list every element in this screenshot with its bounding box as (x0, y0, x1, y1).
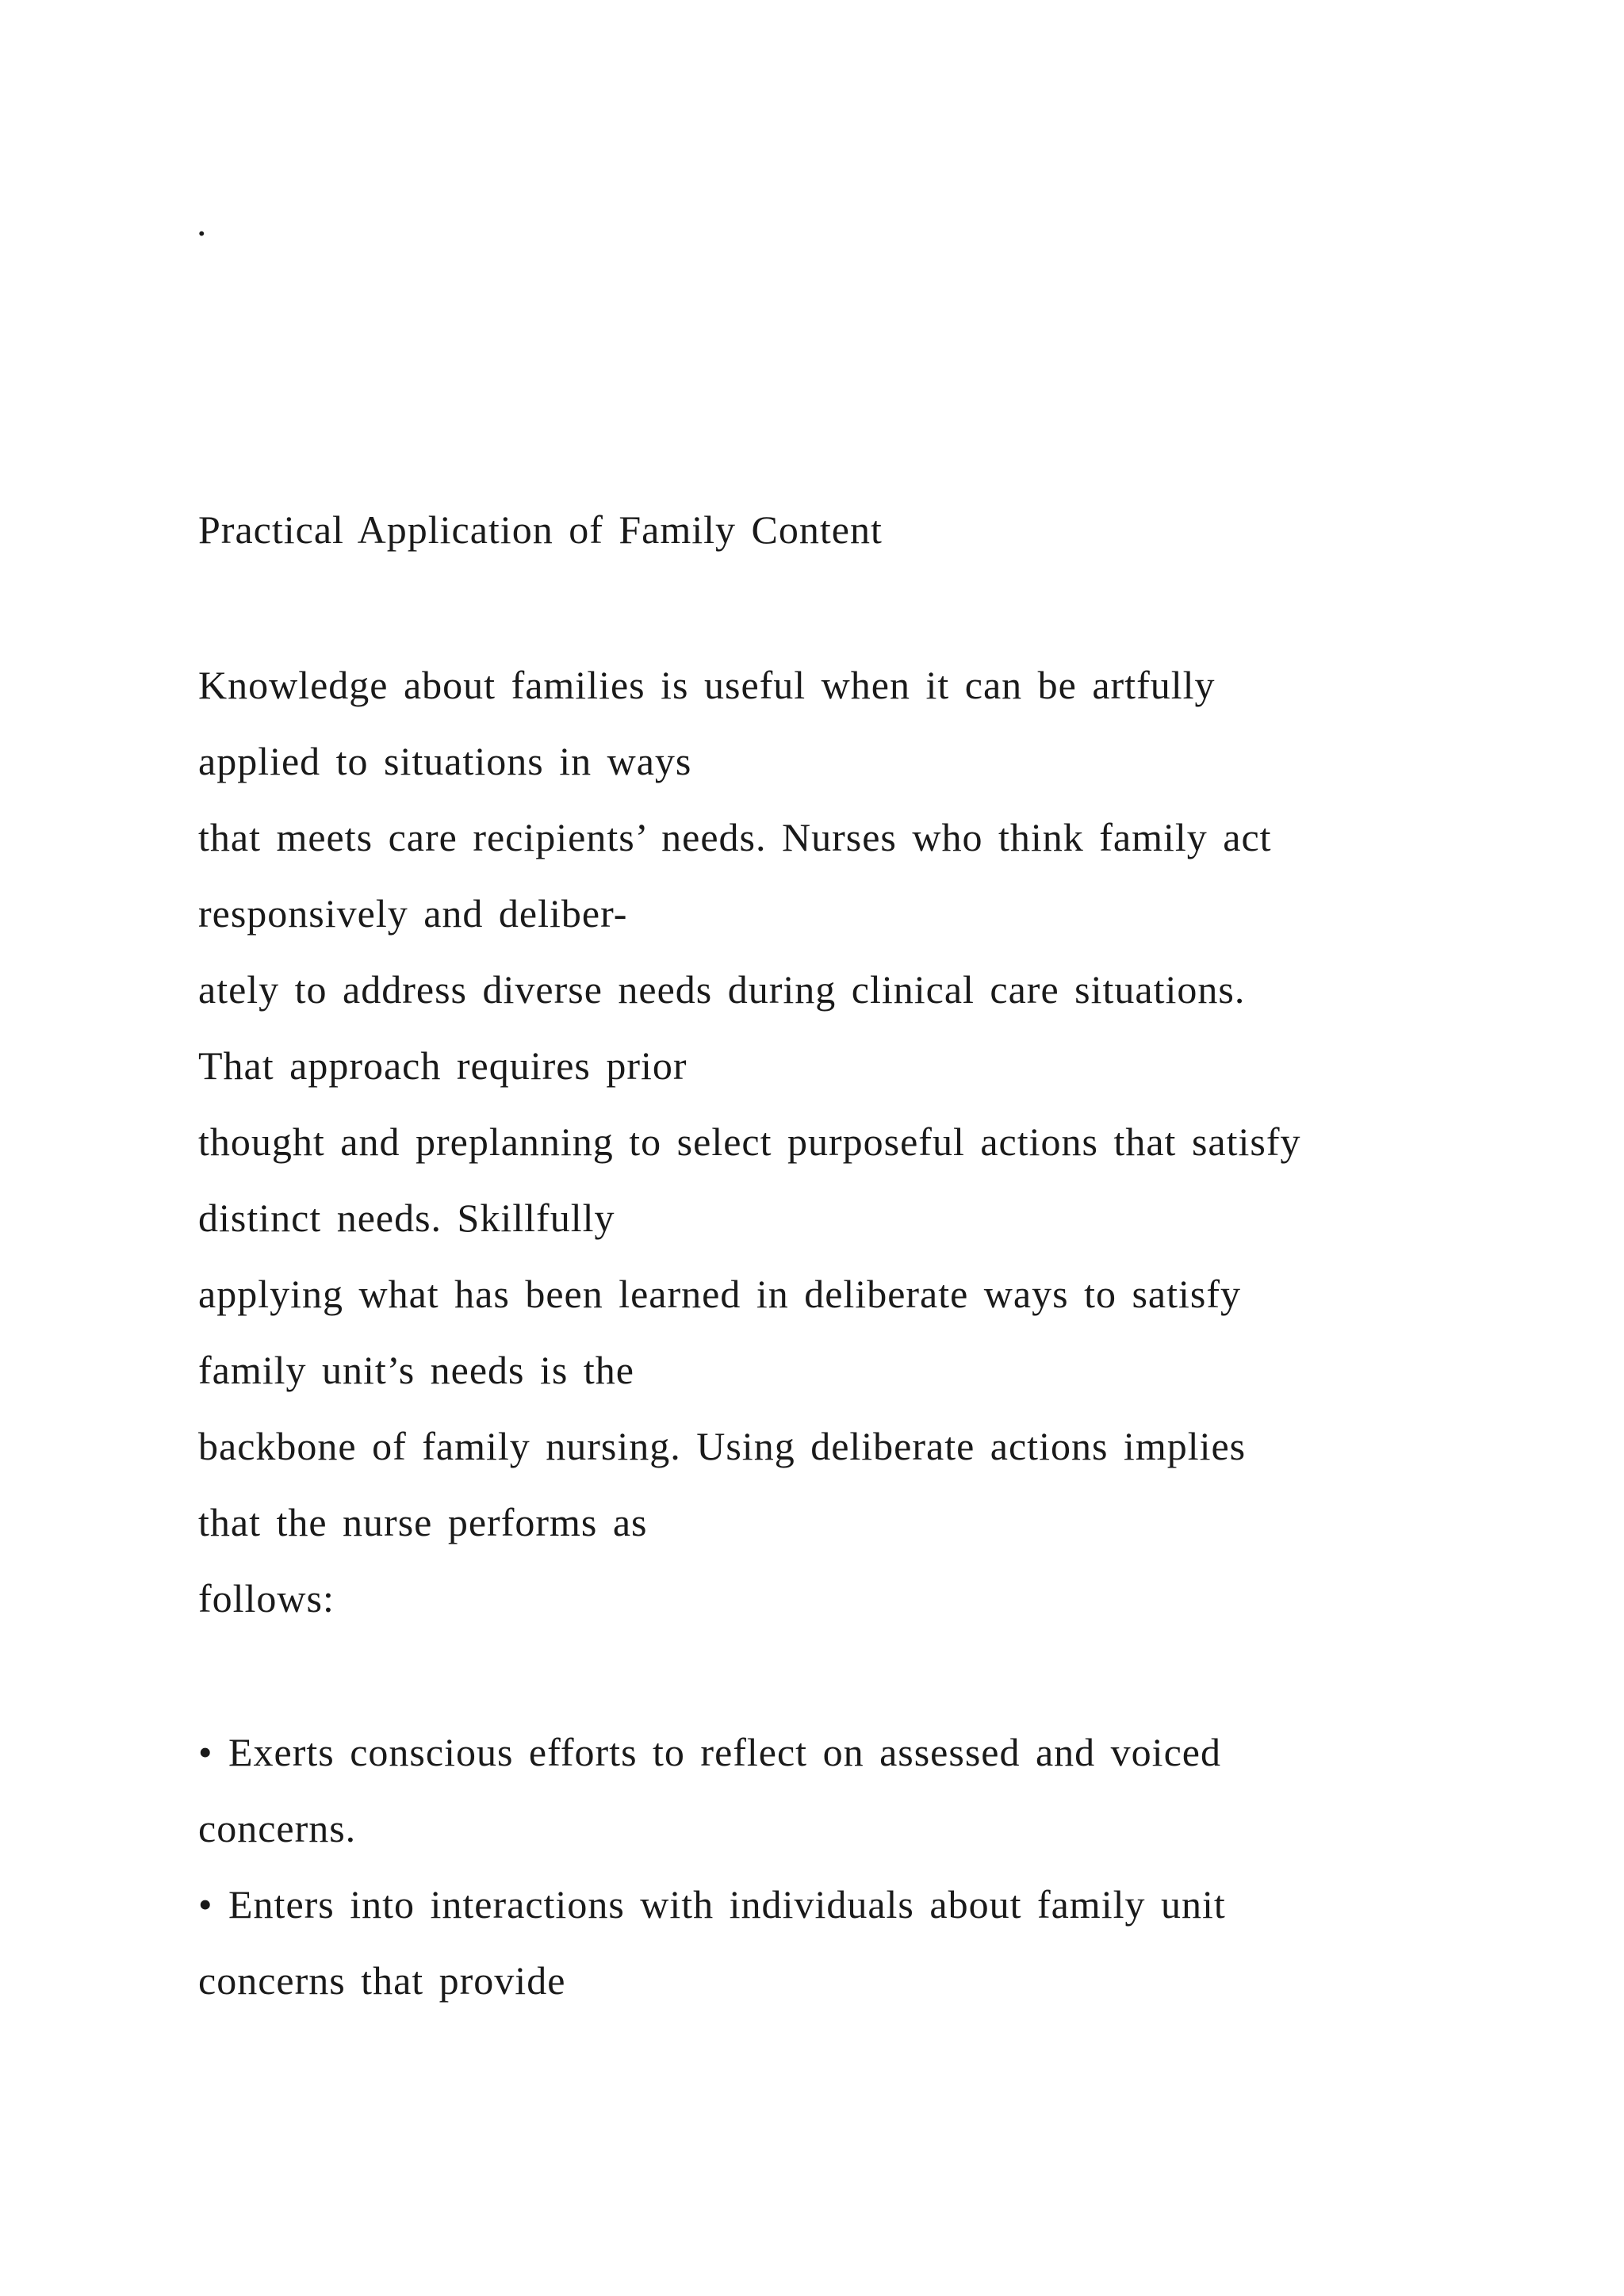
paragraph-line: family unit’s needs is the (198, 1348, 634, 1392)
bullet-line: • Exerts conscious efforts to reflect on assessed and voiced (198, 1730, 1221, 1774)
paragraph-line: Knowledge about families is useful when it can be artfully (198, 663, 1216, 707)
bullet-line: concerns. (198, 1806, 357, 1850)
paragraph-line: responsively and deliber- (198, 891, 628, 936)
paragraph-line: that meets care recipients’ needs. Nurses who think family act (198, 815, 1272, 859)
paragraph-line: follows: (198, 1576, 335, 1621)
paragraph-line: distinct needs. Skillfully (198, 1196, 615, 1240)
paragraph-line: thought and preplanning to select purposeful actions that satisfy (198, 1119, 1301, 1164)
section-heading: Practical Application of Family Content (198, 507, 883, 552)
paragraph-line: applied to situations in ways (198, 739, 692, 783)
paragraph-line: backbone of family nursing. Using deliberate actions implies (198, 1424, 1247, 1468)
bullet-line: concerns that provide (198, 1958, 566, 2003)
paragraph-line: That approach requires prior (198, 1043, 688, 1088)
bullet-line: • Enters into interactions with individuals about family unit (198, 1882, 1226, 1927)
page-marker: . (197, 200, 208, 244)
paragraph-line: applying what has been learned in deliberate ways to satisfy (198, 1272, 1242, 1316)
paragraph-line: that the nurse performs as (198, 1500, 648, 1544)
paragraph-line: ately to address diverse needs during clinical care situations. (198, 967, 1246, 1012)
